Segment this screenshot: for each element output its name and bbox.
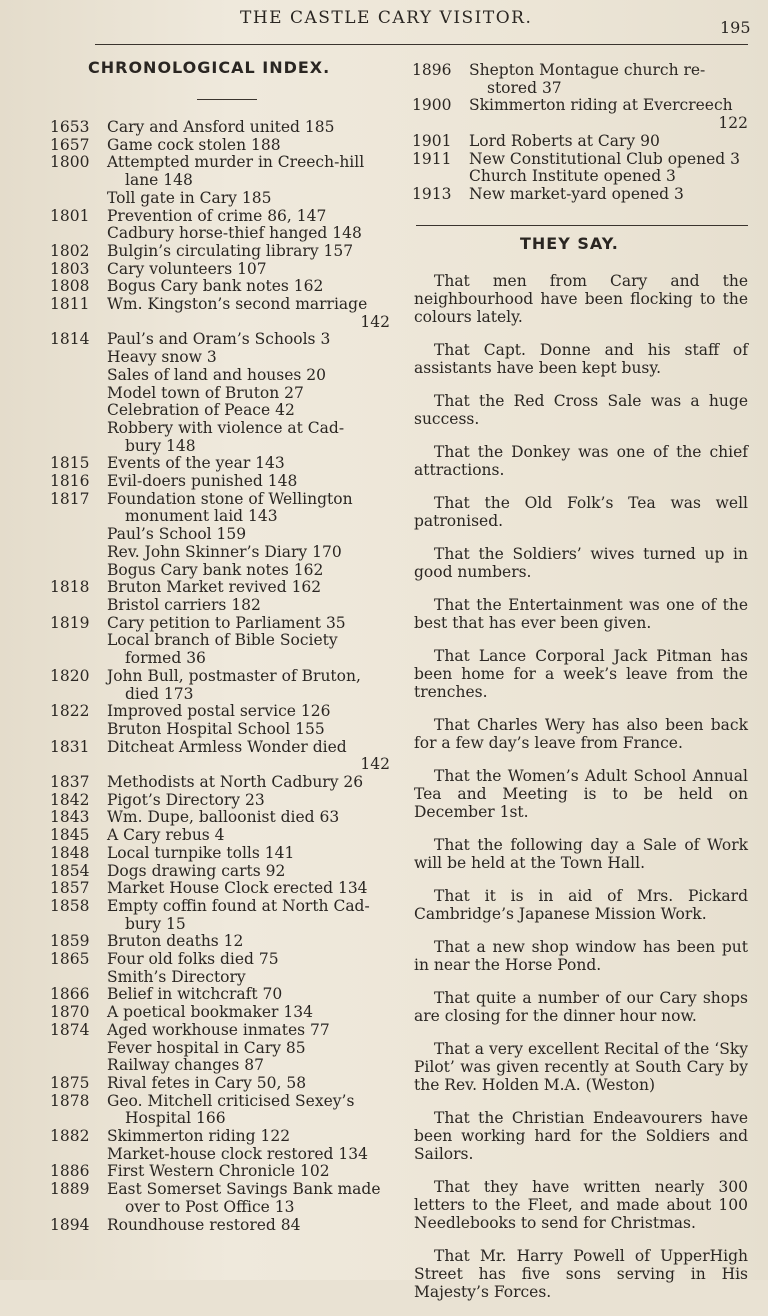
index-entry — [412, 62, 748, 97]
entry-year: 1801 — [50, 206, 90, 225]
entry-text — [107, 455, 390, 473]
index-entry — [50, 739, 390, 774]
entry-text — [107, 615, 390, 633]
entry-year — [50, 562, 107, 580]
entry-year: 1843 — [50, 808, 90, 827]
index-entry — [50, 1040, 390, 1058]
entry-text — [107, 1146, 390, 1164]
entry-text — [107, 154, 390, 189]
entry-text — [469, 186, 748, 204]
entry-year — [50, 225, 107, 243]
entry-year: 1822 — [50, 702, 90, 721]
entry-year: 1858 — [50, 896, 90, 915]
entry-text — [107, 703, 390, 721]
entry-line: Cary petition to Parliament 35 — [107, 613, 346, 632]
index-entry — [412, 186, 748, 204]
entry-line: Wm. Dupe, balloonist died 63 — [107, 808, 340, 827]
entry-line: Paul’s School 159 — [107, 525, 247, 544]
entry-year: 1817 — [50, 489, 90, 508]
entry-text — [107, 261, 390, 279]
they-say-item: That Capt. Donne and his staff of assistants have been kept busy. — [414, 341, 748, 377]
entry-text — [107, 1163, 390, 1181]
index-entry — [50, 721, 390, 739]
entry-text — [107, 969, 390, 987]
entry-year — [50, 367, 107, 385]
index-entry — [50, 1075, 390, 1093]
entry-line: Heavy snow 3 — [107, 348, 217, 367]
entry-line: bury 148 — [125, 436, 196, 455]
entry-line: Geo. Mitchell criticised Sexey’s — [107, 1091, 355, 1110]
index-entries-left — [50, 119, 390, 1234]
entry-line: 122 — [718, 114, 748, 133]
entry-text — [107, 1004, 390, 1022]
they-say-item: That a new shop window has been put in near the Horse Pond. — [414, 938, 748, 974]
entry-year: 1808 — [50, 277, 90, 296]
index-entry — [50, 349, 390, 367]
index-entry — [50, 119, 390, 137]
entry-year — [50, 526, 107, 544]
entry-year: 1802 — [50, 241, 90, 260]
entry-text — [107, 526, 390, 544]
entry-line: A Cary rebus 4 — [107, 826, 225, 845]
they-say-item: That the Donkey was one of the chief attractions. — [414, 443, 748, 479]
entry-year — [50, 721, 107, 739]
entry-text — [107, 863, 390, 881]
index-entries-right — [412, 62, 748, 204]
entry-line: Roundhouse restored 84 — [107, 1215, 301, 1234]
index-entry — [50, 579, 390, 597]
entry-year — [50, 385, 107, 403]
entry-text — [107, 137, 390, 155]
index-entry — [50, 385, 390, 403]
entry-line: Game cock stolen 188 — [107, 135, 281, 154]
entry-text — [107, 473, 390, 491]
they-say-list — [414, 272, 748, 1316]
index-entry — [50, 491, 390, 526]
entry-line: Local branch of Bible Society — [107, 631, 338, 650]
index-entry — [50, 296, 390, 331]
entry-line: Foundation stone of Wellington — [107, 489, 353, 508]
they-say-item: That men from Cary and the neighbourhood have been flocking to the colours lately. — [414, 272, 748, 326]
entry-line: Cary volunteers 107 — [107, 259, 267, 278]
entry-year: 1818 — [50, 578, 90, 597]
entry-text — [107, 880, 390, 898]
index-entry — [50, 845, 390, 863]
they-say-item: That the Red Cross Sale was a huge success. — [414, 392, 748, 428]
entry-line: Market-house clock restored 134 — [107, 1144, 368, 1163]
entry-text — [107, 544, 390, 562]
entry-year: 1859 — [50, 932, 90, 951]
they-say-item: That a very excellent Recital of the ‘Sky Pilot’ was given recently at South Cary by the Rev. Holden M.A. (Weston) — [414, 1040, 748, 1094]
header-rule — [95, 44, 748, 45]
entry-text — [107, 1128, 390, 1146]
entry-line: died 173 — [125, 684, 194, 703]
entry-line: East Somerset Savings Bank made — [107, 1180, 381, 1199]
index-entry — [50, 809, 390, 827]
index-entry — [50, 137, 390, 155]
entry-line: formed 36 — [125, 649, 206, 668]
entry-line: Belief in witchcraft 70 — [107, 985, 283, 1004]
index-entry — [412, 97, 748, 132]
index-entry — [50, 615, 390, 633]
entry-text — [107, 774, 390, 792]
entry-text — [107, 1022, 390, 1040]
entry-line: Evil-doers punished 148 — [107, 472, 298, 491]
entry-year: 1886 — [50, 1162, 90, 1181]
entry-line: Wm. Kingston’s second marriage — [107, 295, 368, 314]
index-entry — [50, 880, 390, 898]
entry-year: 1901 — [412, 131, 452, 150]
entry-text — [107, 827, 390, 845]
entry-text — [107, 420, 390, 455]
index-entry — [50, 597, 390, 615]
entry-year — [50, 420, 107, 455]
entry-line: stored 37 — [487, 78, 562, 97]
entry-line: 142 — [360, 755, 390, 774]
entry-year — [412, 168, 469, 186]
entry-text — [107, 349, 390, 367]
entry-line: Dogs drawing carts 92 — [107, 861, 286, 880]
entry-line: Railway changes 87 — [107, 1056, 264, 1075]
entry-year: 1911 — [412, 149, 452, 168]
entry-line: Attempted murder in Creech-hill — [107, 153, 365, 172]
entry-text — [107, 668, 390, 703]
they-say-item: That it is in aid of Mrs. Pickard Cambridge’s Japanese Mission Work. — [414, 887, 748, 923]
entry-line: New Constitutional Club opened 3 — [469, 149, 741, 168]
they-say-item: That Mr. Harry Powell of UpperHigh Street has five sons serving in His Majesty’s Forces. — [414, 1247, 748, 1301]
entry-text — [107, 951, 390, 969]
entry-year: 1803 — [50, 259, 90, 278]
entry-line: Bristol carriers 182 — [107, 595, 261, 614]
entry-year: 1865 — [50, 950, 90, 969]
index-entry — [50, 1181, 390, 1216]
chronological-index-heading: CHRONOLOGICAL INDEX. — [88, 58, 331, 77]
entry-line: Improved postal service 126 — [107, 702, 331, 721]
entry-year — [50, 597, 107, 615]
entry-line: Empty coffin found at North Cad- — [107, 896, 370, 915]
entry-line: Prevention of crime 86, 147 — [107, 206, 327, 225]
page-number: 195 — [720, 18, 751, 37]
entry-year: 1889 — [50, 1180, 90, 1199]
entry-year — [50, 349, 107, 367]
entry-line: Robbery with violence at Cad- — [107, 418, 345, 437]
entry-year — [50, 402, 107, 420]
index-entry — [50, 632, 390, 667]
index-entry — [50, 455, 390, 473]
index-entry — [50, 1093, 390, 1128]
entry-text — [107, 385, 390, 403]
entry-year: 1882 — [50, 1127, 90, 1146]
entry-year — [50, 190, 107, 208]
they-say-item: That Charles Wery has also been back for a few day’s leave from France. — [414, 716, 748, 752]
entry-year — [50, 969, 107, 987]
entry-text — [107, 898, 390, 933]
index-entry — [50, 243, 390, 261]
entry-line: Lord Roberts at Cary 90 — [469, 131, 660, 150]
entry-line: Bulgin’s circulating library 157 — [107, 241, 354, 260]
entry-text — [107, 402, 390, 420]
entry-line: Local turnpike tolls 141 — [107, 843, 295, 862]
index-entry — [50, 278, 390, 296]
index-entry — [50, 933, 390, 951]
entry-line: Fever hospital in Cary 85 — [107, 1038, 306, 1057]
they-say-item: That the Women’s Adult School Annual Tea and Meeting is to be held on December 1st. — [414, 767, 748, 821]
entry-text — [107, 331, 390, 349]
entry-line: Sales of land and houses 20 — [107, 365, 326, 384]
entry-text — [107, 1093, 390, 1128]
entry-line: Bruton Hospital School 155 — [107, 719, 325, 738]
entry-line: New market-yard opened 3 — [469, 184, 684, 203]
index-entry — [50, 261, 390, 279]
entry-year: 1866 — [50, 985, 90, 1004]
entry-year: 1819 — [50, 613, 90, 632]
entry-text — [107, 1040, 390, 1058]
they-say-item: That the Soldiers’ wives turned up in good numbers. — [414, 545, 748, 581]
index-entry — [50, 1128, 390, 1146]
index-entry — [50, 898, 390, 933]
entry-line: Rev. John Skinner’s Diary 170 — [107, 542, 342, 561]
entry-line: Paul’s and Oram’s Schools 3 — [107, 330, 331, 349]
entry-line: Rival fetes in Cary 50, 58 — [107, 1073, 307, 1092]
entry-line: Bruton Market revived 162 — [107, 578, 322, 597]
entry-line: bury 15 — [125, 914, 186, 933]
entry-text — [469, 168, 748, 186]
they-say-item: That they have written nearly 300 letters to the Fleet, and made about 100 Needlebooks to send for Christmas. — [414, 1178, 748, 1232]
index-entry — [50, 1146, 390, 1164]
index-entry — [50, 562, 390, 580]
entry-line: over to Post Office 13 — [125, 1197, 295, 1216]
entry-line: Cadbury horse-thief hanged 148 — [107, 224, 362, 243]
entry-year: 1820 — [50, 666, 90, 685]
entry-text — [107, 845, 390, 863]
entry-year: 1816 — [50, 472, 90, 491]
entry-line: A poetical bookmaker 134 — [107, 1003, 313, 1022]
entry-text — [107, 986, 390, 1004]
index-entry — [50, 544, 390, 562]
entry-line: lane 148 — [125, 171, 193, 190]
entry-line: Market House Clock erected 134 — [107, 879, 368, 898]
entry-year: 1857 — [50, 879, 90, 898]
entry-line: Events of the year 143 — [107, 454, 285, 473]
they-say-item: That the Old Folk’s Tea was well patronised. — [414, 494, 748, 530]
entry-year: 1814 — [50, 330, 90, 349]
entry-line: Methodists at North Cadbury 26 — [107, 773, 364, 792]
entry-year: 1913 — [412, 184, 452, 203]
entry-text — [107, 225, 390, 243]
index-entry — [50, 774, 390, 792]
running-title: THE CASTLE CARY VISITOR. — [240, 8, 533, 28]
they-say-item: That Lance Corporal Jack Pitman has been home for a week’s leave from the trenches. — [414, 647, 748, 701]
index-entry — [412, 168, 748, 186]
entry-year: 1854 — [50, 861, 90, 880]
entry-line: Skimmerton riding 122 — [107, 1127, 291, 1146]
index-entry — [50, 827, 390, 845]
they-say-item: That the Entertainment was one of the best that has ever been given. — [414, 596, 748, 632]
index-entry — [50, 703, 390, 721]
entry-text — [107, 1181, 390, 1216]
they-say-heading: THEY SAY. — [520, 234, 619, 253]
index-entry — [50, 668, 390, 703]
they-say-item: That the following day a Sale of Work will be held at the Town Hall. — [414, 836, 748, 872]
entry-line: Church Institute opened 3 — [469, 167, 676, 186]
they-say-item: That quite a number of our Cary shops are closing for the dinner hour now. — [414, 989, 748, 1025]
index-entry — [50, 951, 390, 969]
entry-text — [107, 933, 390, 951]
entry-year: 1657 — [50, 135, 90, 154]
index-entry — [50, 526, 390, 544]
entry-year: 1878 — [50, 1091, 90, 1110]
entry-year: 1894 — [50, 1215, 90, 1234]
index-entry — [50, 225, 390, 243]
heading-divider — [197, 99, 257, 100]
entry-year — [50, 1146, 107, 1164]
index-entry — [50, 1022, 390, 1040]
entry-text — [107, 1217, 390, 1235]
entry-line: Hospital 166 — [125, 1109, 226, 1128]
entry-year — [50, 632, 107, 667]
entry-line: John Bull, postmaster of Bruton, — [107, 666, 361, 685]
entry-text — [469, 133, 748, 151]
entry-line: 142 — [360, 312, 390, 331]
entry-text — [107, 119, 390, 137]
entry-year: 1875 — [50, 1073, 90, 1092]
entry-year: 1831 — [50, 737, 90, 756]
index-entry — [50, 367, 390, 385]
entry-line: Skimmerton riding at Evercreech — [469, 96, 733, 115]
entry-line: Pigot’s Directory 23 — [107, 790, 265, 809]
entry-text — [107, 190, 390, 208]
entry-text — [107, 243, 390, 261]
index-entry — [412, 133, 748, 151]
entry-text — [107, 208, 390, 226]
index-entry — [50, 986, 390, 1004]
entry-line: Cary and Ansford united 185 — [107, 118, 335, 136]
index-entry — [50, 208, 390, 226]
entry-text — [469, 62, 748, 97]
entry-text — [107, 739, 390, 774]
entry-line: Bruton deaths 12 — [107, 932, 244, 951]
entry-year — [50, 1057, 107, 1075]
entry-text — [107, 1057, 390, 1075]
entry-year — [50, 1040, 107, 1058]
section-divider — [416, 225, 748, 226]
index-entry — [50, 1057, 390, 1075]
entry-line: Aged workhouse inmates 77 — [107, 1020, 330, 1039]
entry-line: Ditcheat Armless Wonder died — [107, 737, 347, 756]
entry-text — [107, 278, 390, 296]
entry-text — [107, 367, 390, 385]
index-entry — [50, 154, 390, 189]
entry-text — [107, 1075, 390, 1093]
entry-text — [107, 597, 390, 615]
index-entry — [50, 331, 390, 349]
entry-text — [107, 562, 390, 580]
entry-line: Four old folks died 75 — [107, 950, 279, 969]
entry-year: 1874 — [50, 1020, 90, 1039]
entry-text — [469, 97, 748, 132]
entry-line: Model town of Bruton 27 — [107, 383, 304, 402]
entry-text — [107, 632, 390, 667]
entry-line: Shepton Montague church re- — [469, 61, 706, 79]
entry-text — [107, 721, 390, 739]
entry-year: 1815 — [50, 454, 90, 473]
entry-line: Smith’s Directory — [107, 967, 246, 986]
entry-year: 1811 — [50, 295, 90, 314]
index-entry — [50, 969, 390, 987]
entry-line: Bogus Cary bank notes 162 — [107, 560, 324, 579]
entry-line: Celebration of Peace 42 — [107, 401, 295, 420]
entry-text — [107, 296, 390, 331]
index-entry — [50, 402, 390, 420]
entry-year: 1900 — [412, 96, 452, 115]
index-entry — [50, 863, 390, 881]
they-say-item: That the Christian Endeavourers have been working hard for the Soldiers and Sailors. — [414, 1109, 748, 1163]
entry-text — [107, 792, 390, 810]
entry-text — [469, 151, 748, 169]
index-entry — [50, 190, 390, 208]
index-entry — [50, 792, 390, 810]
entry-year: 1848 — [50, 843, 90, 862]
entry-text — [107, 579, 390, 597]
index-entry — [412, 151, 748, 169]
entry-year: 1842 — [50, 790, 90, 809]
entry-year: 1800 — [50, 153, 90, 172]
entry-year — [50, 544, 107, 562]
entry-year: 1845 — [50, 826, 90, 845]
entry-year: 1837 — [50, 773, 90, 792]
entry-text — [107, 809, 390, 827]
entry-year: 1653 — [50, 118, 90, 136]
index-entry — [50, 1163, 390, 1181]
index-entry — [50, 473, 390, 491]
entry-year: 1896 — [412, 61, 452, 79]
entry-text — [107, 491, 390, 526]
entry-year: 1870 — [50, 1003, 90, 1022]
index-entry — [50, 420, 390, 455]
index-entry — [50, 1004, 390, 1022]
index-entry — [50, 1217, 390, 1235]
entry-line: First Western Chronicle 102 — [107, 1162, 330, 1181]
entry-line: Toll gate in Cary 185 — [107, 188, 272, 207]
entry-line: Bogus Cary bank notes 162 — [107, 277, 324, 296]
entry-line: monument laid 143 — [125, 507, 278, 526]
